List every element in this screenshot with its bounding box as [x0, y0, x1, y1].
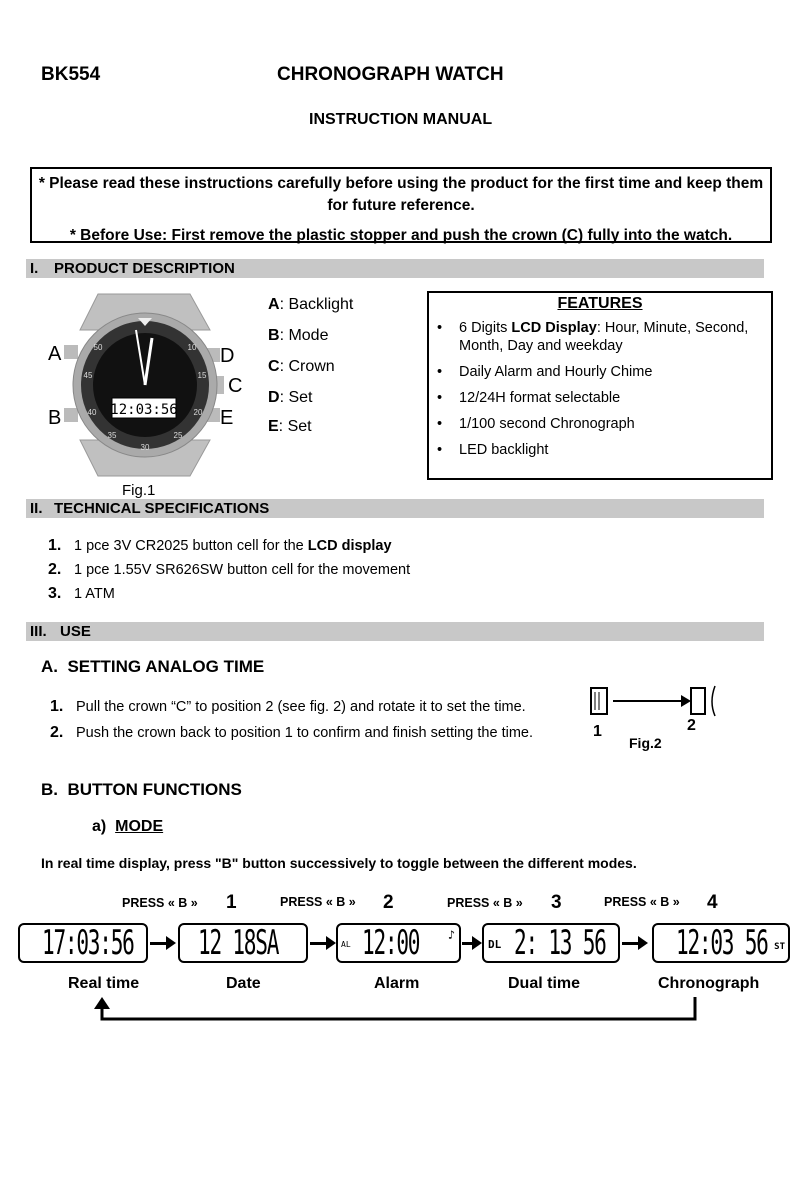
crown-position-2-shape	[691, 688, 705, 714]
step-item: 1. Pull the crown “C” to position 2 (see fig. 2) and rotate it to set the time.	[50, 698, 526, 715]
notice-line-2: * Before Use: First remove the plastic stopper and push the crown (C) fully into the watch.	[69, 227, 733, 244]
dual-time-tag: DL	[488, 938, 502, 951]
section-header-technical-specifications	[26, 499, 764, 518]
subsection-a-title: A. SETTING ANALOG TIME	[41, 657, 265, 676]
arrow-icon	[622, 942, 640, 945]
arrow-icon	[462, 942, 474, 945]
features-list	[429, 319, 771, 459]
bezel-number: 35	[107, 431, 117, 440]
mode-label-date: Date	[226, 975, 261, 992]
rotate-icon	[712, 686, 715, 716]
fig2-caption: Fig.2	[629, 735, 662, 751]
watch-label-b: B	[48, 407, 62, 429]
bezel-number: 50	[93, 343, 103, 352]
mode-number: 1	[226, 892, 237, 913]
lcd-real-time: 17:03:56	[18, 923, 148, 963]
mode-number: 2	[383, 892, 394, 913]
step-item: 2. Push the crown back to position 1 to confirm and finish setting the time.	[50, 724, 533, 741]
bezel-number: 45	[83, 371, 93, 380]
bezel-number: 15	[197, 371, 207, 380]
lcd-alarm: AL 12:00 ♪	[336, 923, 461, 963]
features-box	[427, 291, 773, 480]
chronograph-tag: ST	[774, 942, 785, 952]
press-label: PRESS « B »	[280, 895, 356, 909]
feature-item: • 6 Digits LCD Display: Hour, Minute, Second, Month, Day and weekday	[459, 319, 771, 355]
document-subtitle: INSTRUCTION MANUAL	[309, 111, 493, 128]
subsection-b-title: B. BUTTON FUNCTIONS	[41, 780, 242, 799]
section-title: PRODUCT DESCRIPTION	[54, 260, 235, 277]
mode-label-real-time: Real time	[68, 975, 140, 992]
spec-item: 3. 1 ATM	[48, 585, 115, 602]
arrow-icon	[310, 942, 328, 945]
spec-list	[48, 534, 410, 606]
notice-line-1: * Please read these instructions carefully before using the product for the first time and keep them for future reference.	[38, 175, 764, 214]
bezel-number: 20	[193, 408, 203, 417]
lcd-date: 12 18SA	[178, 923, 308, 963]
section-header-use	[26, 622, 764, 641]
spec-item: 2. 1 pce 1.55V SR626SW button cell for the movement	[48, 561, 411, 578]
mode-number: 4	[707, 892, 718, 913]
features-title: FEATURES	[557, 295, 643, 312]
mode-number: 3	[551, 892, 562, 913]
press-label: PRESS « B »	[604, 895, 680, 909]
fig2-position-1: 1	[593, 723, 602, 740]
mode-label-dual-time: Dual time	[508, 975, 581, 992]
spec-item: 1. 1 pce 3V CR2025 button cell for the LCD display	[48, 537, 392, 554]
watch-lcd-text: 12:03:56	[110, 402, 178, 418]
part-e: E: Set	[268, 418, 312, 435]
feature-item: • 12/24H format selectable	[459, 389, 771, 407]
section-title: TECHNICAL SPECIFICATIONS	[54, 500, 270, 517]
section-title: USE	[60, 623, 91, 640]
arrow-icon	[150, 942, 168, 945]
mode-label-alarm: Alarm	[374, 975, 420, 992]
feature-item: • LED backlight	[459, 441, 771, 459]
mode-label-chronograph: Chronograph	[658, 975, 760, 992]
feature-item: • Daily Alarm and Hourly Chime	[459, 363, 771, 381]
part-b: B: Mode	[268, 327, 329, 344]
watch-label-e: E	[220, 407, 234, 429]
setting-time-steps	[50, 694, 533, 746]
part-a: A: Backlight	[268, 296, 354, 313]
crown-position-figure	[585, 682, 735, 756]
document-title: CHRONOGRAPH WATCH	[277, 64, 504, 85]
section-header-product-description	[26, 259, 764, 278]
bezel-number: 25	[173, 431, 183, 440]
button-a-shape	[64, 345, 78, 359]
model-number: BK554	[41, 64, 101, 85]
press-label: PRESS « B »	[447, 896, 523, 910]
alarm-tag: AL	[341, 940, 351, 949]
press-label: PRESS « B »	[122, 896, 198, 910]
lcd-dual-time: DL 2: 13 56	[482, 923, 620, 963]
watch-illustration	[40, 290, 250, 480]
part-c: C: Crown	[268, 358, 335, 375]
return-arrow	[90, 995, 710, 1030]
part-d: D: Set	[268, 389, 313, 406]
bezel-number: 40	[87, 408, 97, 417]
bezel-number: 10	[187, 343, 197, 352]
lcd-chronograph: 12:03 56 ST	[652, 923, 790, 963]
feature-item: • 1/100 second Chronograph	[459, 415, 771, 433]
watch-label-c: C	[228, 375, 243, 397]
bezel-number: 30	[140, 443, 150, 452]
fig1-caption: Fig.1	[122, 482, 156, 499]
section-number: I.	[30, 260, 39, 277]
notice-box	[30, 167, 772, 243]
watch-label-d: D	[220, 345, 235, 367]
arrow-head	[681, 695, 691, 707]
fig2-position-2: 2	[687, 717, 696, 734]
mode-heading: a) MODE	[92, 818, 164, 835]
mode-instructions: In real time display, press "B" button successively to toggle between the different modes.	[41, 855, 637, 871]
button-b-shape	[64, 408, 78, 422]
section-number: II.	[30, 500, 43, 517]
section-number: III.	[30, 623, 47, 640]
alarm-bell-icon: ♪	[447, 928, 455, 942]
watch-label-a: A	[48, 343, 62, 365]
